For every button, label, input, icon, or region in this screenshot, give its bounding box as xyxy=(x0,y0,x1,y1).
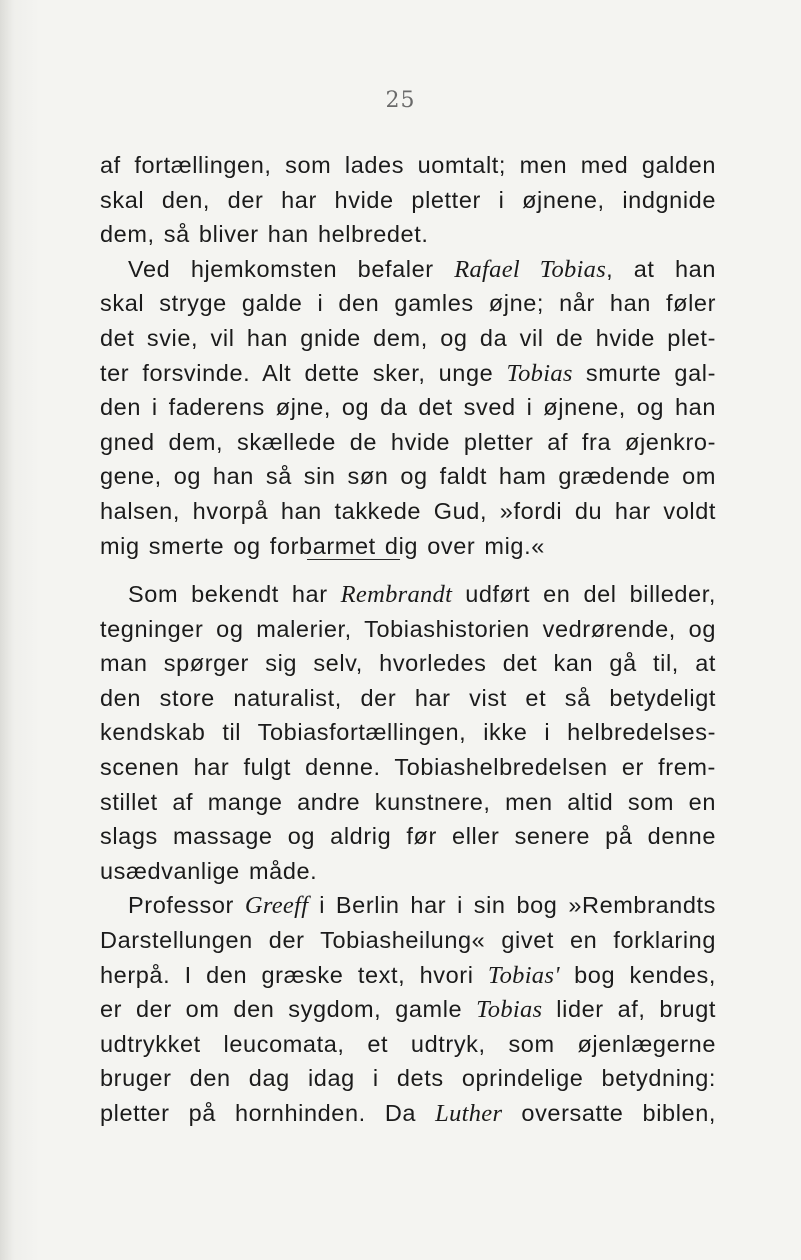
text-line xyxy=(100,1096,716,1131)
text-line xyxy=(100,854,716,889)
text-line xyxy=(100,992,716,1027)
text-line xyxy=(100,183,716,218)
italic-name: Greeff xyxy=(244,892,309,920)
text-line xyxy=(100,785,716,820)
text-run: oversatte biblen, xyxy=(502,1099,716,1126)
text-run: skal den, der har hvide pletter i øjnene, indgnide xyxy=(100,186,716,213)
text-run: det svie, vil han gnide dem, og da vil de hvide plet- xyxy=(100,324,716,351)
section-divider xyxy=(307,559,400,560)
text-line xyxy=(100,750,716,785)
text-run: stillet af mange andre kunstnere, men altid som en xyxy=(100,788,716,815)
text-line xyxy=(100,459,716,494)
text-run: gene, og han så sin søn og faldt ham grædende om xyxy=(100,463,716,490)
text-line xyxy=(100,923,716,958)
text-line xyxy=(100,1027,716,1062)
page-number: 25 xyxy=(385,88,416,113)
text-line xyxy=(100,1061,716,1096)
text-line xyxy=(100,321,716,356)
text-line xyxy=(100,577,716,612)
text-line xyxy=(100,356,716,391)
text-run: Professor xyxy=(128,892,245,919)
text-line xyxy=(100,390,716,425)
text-line xyxy=(100,612,716,647)
text-run: gned dem, skællede de hvide pletter af fra øjenkro- xyxy=(100,428,716,455)
text-line xyxy=(100,425,716,460)
text-run: udtrykket leucomata, et udtryk, som øjenlægerne xyxy=(100,1030,716,1057)
text-line xyxy=(100,681,716,716)
text-run: smurte gal- xyxy=(572,359,716,386)
paragraph-group-rembrandt xyxy=(100,577,716,1131)
text-run: herpå. I den græske text, hvori xyxy=(100,961,488,988)
paragraph-group-tobias-healing xyxy=(100,148,716,563)
text-run: af fortællingen, som lades uomtalt; men med galden xyxy=(100,152,716,178)
text-run: mig smerte og forbarmet dig over mig.« xyxy=(100,532,545,559)
text-run: skal stryge galde i den gamles øjne; når han føler xyxy=(100,290,716,317)
text-run: ter forsvinde. Alt dette sker, unge xyxy=(100,359,507,386)
text-run: man spørger sig selv, hvorledes det kan gå til, at xyxy=(100,650,716,677)
text-run: bog kendes, xyxy=(559,961,716,988)
text-run: scenen har fulgt denne. Tobiashelbredelsen er frem- xyxy=(100,753,716,780)
text-run: udført en del billeder, xyxy=(452,581,716,607)
text-run: Som bekendt har xyxy=(128,581,341,607)
text-run: i Berlin har i sin bog »Rembrandts xyxy=(308,892,717,919)
text-run: dem, så bliver han helbredet. xyxy=(100,221,429,248)
text-line xyxy=(100,252,716,287)
italic-name: Tobias xyxy=(506,359,573,387)
italic-name: Tobias xyxy=(476,996,543,1024)
text-run: bruger den dag idag i dets oprindelige betydning: xyxy=(100,1065,716,1092)
text-run: halsen, hvorpå han takkede Gud, »fordi du har voldt xyxy=(100,497,716,524)
text-run: er der om den sygdom, gamle xyxy=(100,996,477,1023)
text-line xyxy=(100,529,716,564)
text-run: den i faderens øjne, og da det sved i øjnene, og han xyxy=(100,394,716,421)
text-run: kendskab til Tobiasfortællingen, ikke i helbredelses- xyxy=(100,719,716,746)
text-run: Darstellungen der Tobiasheilung« givet en forklaring xyxy=(100,926,716,953)
text-line xyxy=(100,286,716,321)
italic-name: Rembrandt xyxy=(340,581,453,608)
text-line xyxy=(100,646,716,681)
text-run: slags massage og aldrig før eller senere på denne xyxy=(100,823,716,850)
text-run: lider af, brugt xyxy=(542,996,716,1023)
text-line xyxy=(100,958,716,993)
text-run: tegninger og malerier, Tobiashistorien vedrørende, og xyxy=(100,615,716,642)
text-run: pletter på hornhinden. Da xyxy=(100,1099,436,1126)
italic-name: Luther xyxy=(435,1099,503,1127)
text-line xyxy=(100,888,716,923)
text-run: usædvanlige måde. xyxy=(100,857,318,884)
text-line xyxy=(100,819,716,854)
text-run: , at han xyxy=(606,255,717,282)
text-line xyxy=(100,494,716,529)
text-run: Ved hjemkomsten befaler xyxy=(128,255,455,282)
text-line xyxy=(100,217,716,252)
text-line xyxy=(100,148,716,183)
italic-name: Tobias' xyxy=(487,961,560,989)
text-line xyxy=(100,715,716,750)
text-run: den store naturalist, der har vist et så betydeligt xyxy=(100,684,716,711)
italic-name: Rafael Tobias xyxy=(454,255,607,283)
